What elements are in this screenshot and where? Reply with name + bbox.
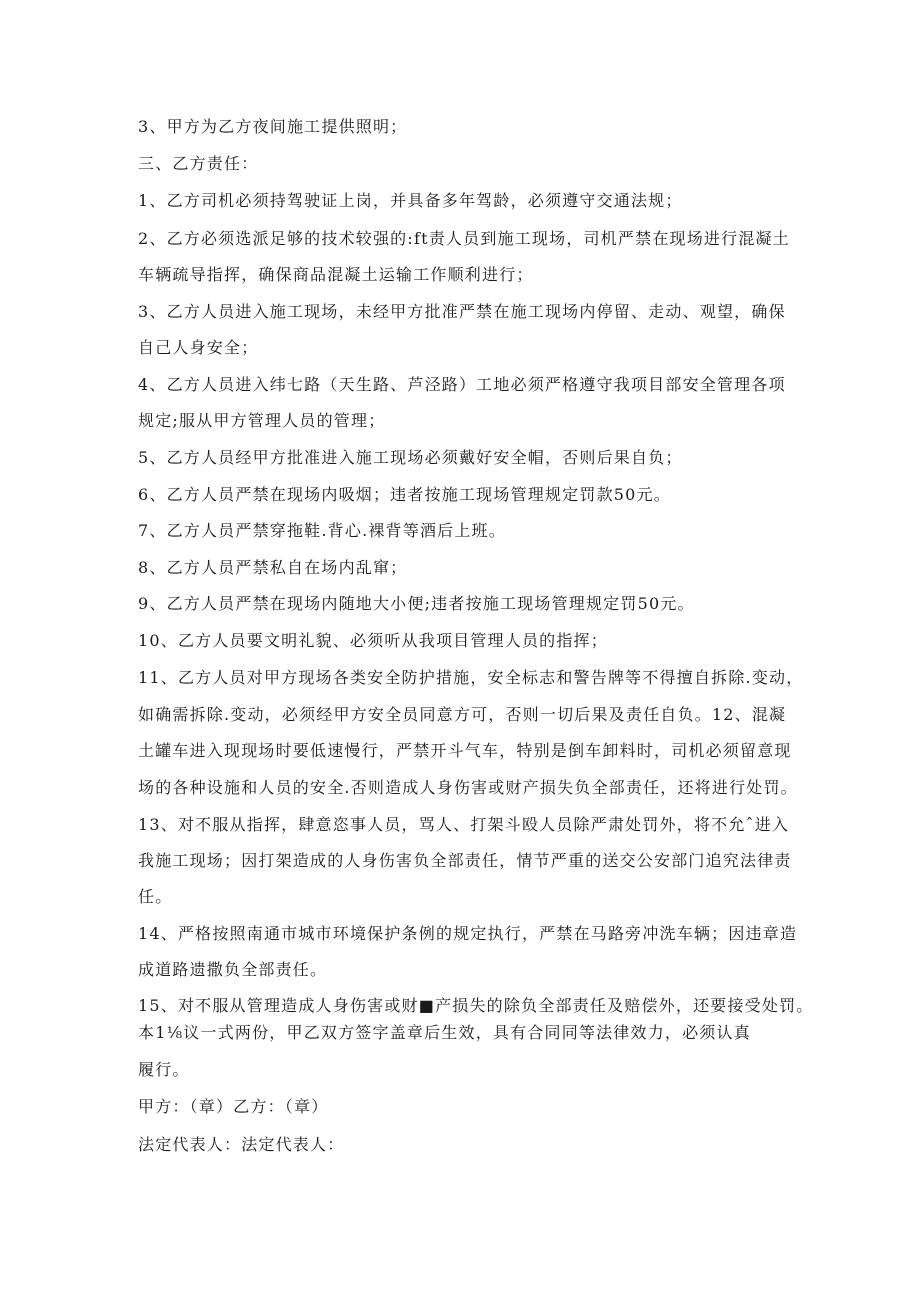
text-line: 6、乙方人员严禁在现场内吸烟；违者按施工现场管理规定罚款50元。 [138,485,671,504]
text-line: 7、乙方人员严禁穿拖鞋.背心.裸背等酒后上班。 [138,521,506,540]
signature-parties: 甲方：（章）乙方：（章） [138,1097,329,1116]
text-line: 5、乙方人员经甲方批准进入施工现场必须戴好安全帽，否则后果自负； [138,448,683,467]
text-line: 本1⅛议一式两份，甲乙双方签字盖章后生效，具有合同同等法律效力，必须认真 [138,1023,751,1042]
text-line: 土罐车进入现现场时要低速慢行，严禁开斗气车，特别是倒车卸料时，司机必须留意现 [138,741,792,760]
text-line: 如确需拆除.变动，必须经甲方安全员同意方可，否则一切后果及责任自负。12、混凝 [138,705,787,724]
text-line: 3、乙方人员进入施工现场，未经甲方批准严禁在施工现场内停留、走动、观望，确保 [138,302,786,321]
text-line: 15、对不服从管理造成人身伤害或财■产损失的除负全部责任及赔偿外，还要接受处罚。 [138,996,814,1015]
text-line: 任。 [138,887,173,906]
text-line: 9、乙方人员严禁在现场内随地大小便;违者按施工现场管理规定罚50元。 [138,594,695,613]
text-line: 我施工现场；因打架造成的人身伤害负全部责任，情节严重的送交公安部门追究法律责 [138,851,792,870]
text-line: 11、乙方人员对甲方现场各类安全防护措施，安全标志和警告牌等不得擅自拆除.变动， [138,668,804,687]
section-heading: 三、乙方责任： [138,154,259,173]
legal-representatives: 法定代表人：法定代表人： [138,1135,345,1154]
text-line: 13、对不服从指挥，肆意恣事人员，骂人、打架斗殴人员除严肃处罚外，将不允ˆ进入 [138,815,790,834]
text-line: 车辆疏导指挥，确保商品混凝土运输工作顺利进行； [138,265,534,284]
text-line: 自己人身安全； [138,338,259,357]
text-line: 2、乙方必须选派足够的技术较强的:ft责人员到施工现场，司机严禁在现场进行混凝土 [138,229,790,248]
text-line: 成道路遗撒负全部责任。 [138,960,328,979]
text-line: 3、甲方为乙方夜间施工提供照明； [138,117,408,136]
text-line: 履行。 [138,1060,190,1079]
text-line: 8、乙方人员严禁私自在场内乱窜； [138,558,408,577]
text-line: 场的各种设施和人员的安全.否则造成人身伤害或财产损失负全部责任，还将进行处罚。 [138,778,798,797]
text-line: 1、乙方司机必须持驾驶证上岗，并具备多年驾龄，必须遵守交通法规； [138,191,683,210]
text-line: 10、乙方人员要文明礼貌、必须听从我项目管理人员的指挥； [138,631,608,650]
text-line: 规定;服从甲方管理人员的管理； [138,411,386,430]
text-line: 14、严格按照南通市城市环境保护条例的规定执行，严禁在马路旁冲洗车辆；因违章造 [138,924,798,943]
text-line: 4、乙方人员进入纬七路（天生路、芦泾路）工地必须严格遵守我项目部安全管理各项 [138,375,786,394]
